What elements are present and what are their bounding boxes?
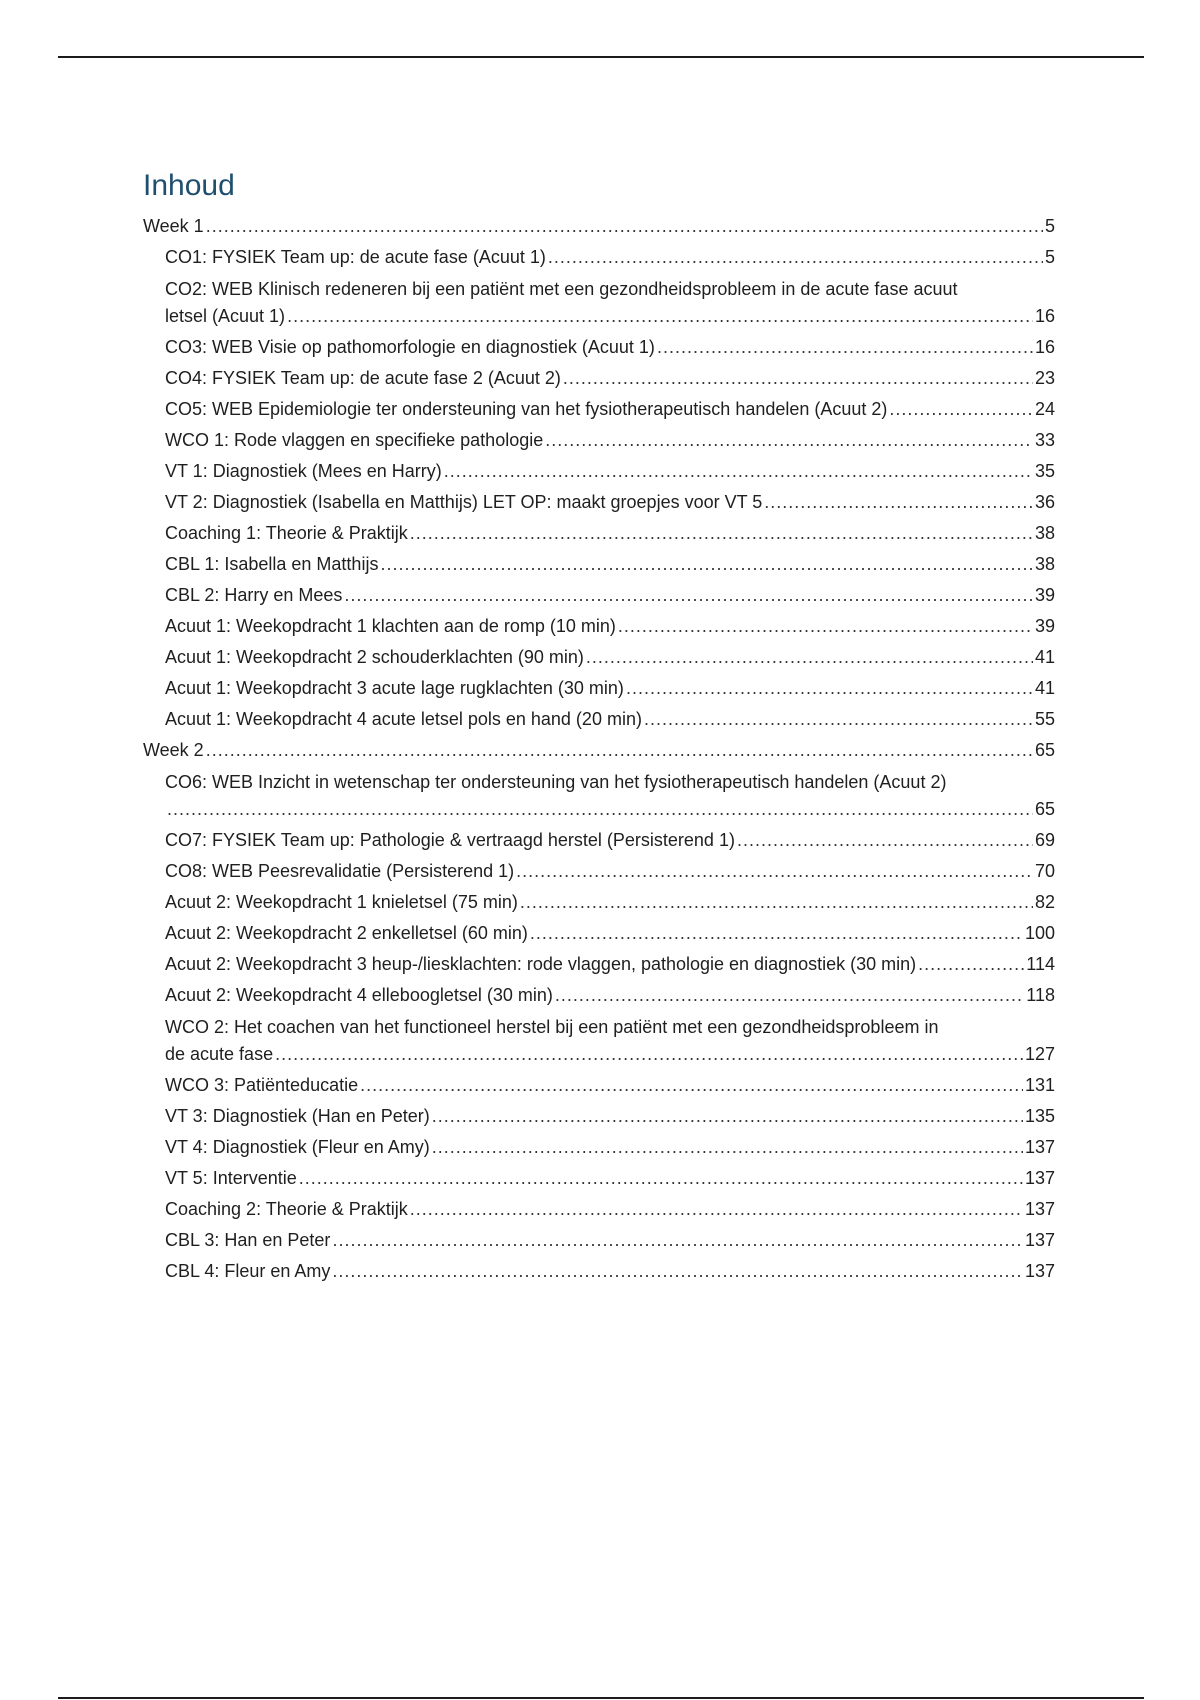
dot-leader [563, 365, 1033, 391]
dot-leader [889, 396, 1033, 422]
toc-page-number: 16 [1034, 306, 1055, 326]
dot-leader [410, 520, 1033, 546]
toc-entry-line2 [165, 1041, 1055, 1067]
toc-entry-text: Coaching 1: Theorie & Praktijk [165, 523, 408, 543]
week-2-entries [143, 768, 1055, 1284]
toc-entry[interactable] [143, 675, 1055, 701]
toc-entry[interactable] [143, 551, 1055, 577]
toc-page-number: 5 [1044, 247, 1055, 267]
toc-entry-text: VT 2: Diagnostiek (Isabella en Matthijs) LET OP: maakt groepjes voor VT 5 [165, 492, 763, 512]
toc-page-number: 127 [1024, 1044, 1055, 1064]
toc-entry-text: CO1: FYSIEK Team up: de acute fase (Acuut 1) [165, 247, 546, 267]
toc-page-number: 82 [1034, 892, 1055, 912]
toc-page-number: 55 [1034, 709, 1055, 729]
toc-entry[interactable] [143, 613, 1055, 639]
toc-entry-text: VT 3: Diagnostiek (Han en Peter) [165, 1106, 430, 1126]
toc-page-number: 41 [1034, 647, 1055, 667]
toc-page-number: 24 [1034, 399, 1055, 419]
dot-leader [206, 737, 1033, 763]
toc-page-number: 39 [1034, 616, 1055, 636]
toc-entry[interactable] [143, 951, 1055, 977]
week-1-entries [143, 244, 1055, 732]
dot-leader [764, 489, 1033, 515]
footer-rule [58, 1697, 1144, 1699]
toc-page-number: 137 [1024, 1137, 1055, 1157]
dot-leader [516, 858, 1033, 884]
toc-entry-text: CBL 3: Han en Peter [165, 1230, 331, 1250]
toc-entry[interactable] [143, 889, 1055, 915]
toc-entry-text: VT 4: Diagnostiek (Fleur en Amy) [165, 1137, 430, 1157]
toc-entry-text: VT 5: Interventie [165, 1168, 297, 1188]
toc-entry[interactable] [143, 858, 1055, 884]
toc-page-number: 137 [1024, 1230, 1055, 1250]
toc-entry[interactable] [143, 334, 1055, 360]
dot-leader [444, 458, 1033, 484]
dot-leader [657, 334, 1033, 360]
toc-entry-line2 [165, 796, 1055, 822]
toc-entry[interactable] [143, 489, 1055, 515]
toc-entry-text: CO5: WEB Epidemiologie ter ondersteuning van het fysiotherapeutisch handelen (Acuut 2) [165, 399, 888, 419]
dot-leader [918, 951, 1024, 977]
toc-entry-line2 [165, 303, 1055, 329]
toc-entry-text: de acute fase [165, 1044, 274, 1064]
toc-page-number: 65 [1034, 740, 1055, 760]
dot-leader [548, 244, 1043, 270]
toc-entry[interactable] [143, 1196, 1055, 1222]
toc-entry-text: Week 2 [143, 740, 204, 760]
dot-leader [299, 1165, 1023, 1191]
dot-leader [275, 1041, 1023, 1067]
toc-entry-text: Coaching 2: Theorie & Praktijk [165, 1199, 408, 1219]
dot-leader [545, 427, 1033, 453]
toc-entry[interactable] [143, 1258, 1055, 1284]
dot-leader [332, 1258, 1023, 1284]
dot-leader [206, 213, 1043, 239]
toc-page-number: 23 [1034, 368, 1055, 388]
toc-page-number: 137 [1024, 1199, 1055, 1219]
toc-page-number: 5 [1044, 216, 1055, 236]
header-rule [58, 56, 1144, 58]
toc-page-number: 38 [1034, 554, 1055, 574]
toc-entry-text: CO8: WEB Peesrevalidatie (Persisterend 1) [165, 861, 515, 881]
toc-entry[interactable] [143, 427, 1055, 453]
toc-entry[interactable] [143, 768, 1055, 822]
toc-entry[interactable] [143, 244, 1055, 270]
toc-page-number: 35 [1034, 461, 1055, 481]
toc-page-number: 131 [1024, 1075, 1055, 1095]
dot-leader [344, 582, 1033, 608]
toc-entry[interactable] [143, 827, 1055, 853]
toc-entry-text: Acuut 2: Weekopdracht 1 knieletsel (75 min) [165, 892, 518, 912]
toc-entry-text: CO4: FYSIEK Team up: de acute fase 2 (Acuut 2) [165, 368, 561, 388]
toc-entry-week-2[interactable] [143, 737, 1055, 763]
dot-leader [586, 644, 1033, 670]
toc-entry[interactable] [143, 1227, 1055, 1253]
toc-entry-text: VT 1: Diagnostiek (Mees en Harry) [165, 461, 442, 481]
toc-entry[interactable] [143, 1103, 1055, 1129]
toc-entry[interactable] [143, 920, 1055, 946]
toc-entry-text: CBL 2: Harry en Mees [165, 585, 343, 605]
toc-entry-text: CBL 1: Isabella en Matthijs [165, 554, 379, 574]
toc-entry-text: CO7: FYSIEK Team up: Pathologie & vertraagd herstel (Persisterend 1) [165, 830, 735, 850]
dot-leader [380, 551, 1033, 577]
toc-entry[interactable] [143, 520, 1055, 546]
toc-page-number: 38 [1034, 523, 1055, 543]
table-of-contents [143, 167, 1055, 1289]
toc-entry[interactable] [143, 644, 1055, 670]
dot-leader [530, 920, 1023, 946]
toc-entry[interactable] [143, 1072, 1055, 1098]
dot-leader [737, 827, 1033, 853]
toc-entry[interactable] [143, 982, 1055, 1008]
toc-title: Inhoud [143, 169, 235, 202]
dot-leader [332, 1227, 1023, 1253]
toc-entry-text: CO3: WEB Visie op pathomorfologie en diagnostiek (Acuut 1) [165, 337, 655, 357]
toc-entry[interactable] [143, 396, 1055, 422]
dot-leader [618, 613, 1033, 639]
toc-entry[interactable] [143, 365, 1055, 391]
toc-entry-text: letsel (Acuut 1) [165, 306, 286, 326]
toc-page-number: 137 [1024, 1261, 1055, 1281]
toc-entry-text: Acuut 1: Weekopdracht 4 acute letsel pols en hand (20 min) [165, 709, 642, 729]
dot-leader [432, 1134, 1023, 1160]
toc-page-number: 135 [1024, 1106, 1055, 1126]
toc-entry-text: WCO 3: Patiënteducatie [165, 1075, 359, 1095]
toc-entry-text: Acuut 2: Weekopdracht 4 elleboogletsel (30 min) [165, 985, 553, 1005]
dot-leader [287, 303, 1033, 329]
toc-page-number: 100 [1024, 923, 1055, 943]
toc-entry-text: Acuut 2: Weekopdracht 2 enkelletsel (60 min) [165, 923, 528, 943]
toc-page-number: 39 [1034, 585, 1055, 605]
toc-entry-text: Acuut 1: Weekopdracht 3 acute lage rugklachten (30 min) [165, 678, 624, 698]
toc-entry-text: Acuut 2: Weekopdracht 3 heup-/liesklachten: rode vlaggen, pathologie en diagnostiek (30 min) [165, 954, 917, 974]
toc-page-number: 69 [1034, 830, 1055, 850]
toc-page-number: 16 [1034, 337, 1055, 357]
toc-page-number: 137 [1024, 1168, 1055, 1188]
toc-entry[interactable] [143, 1013, 1055, 1067]
toc-page-number: 114 [1026, 954, 1055, 974]
toc-page-number: 36 [1034, 492, 1055, 512]
dot-leader [410, 1196, 1023, 1222]
toc-page-number: 41 [1034, 678, 1055, 698]
toc-entry-week-1[interactable] [143, 213, 1055, 239]
dot-leader [167, 796, 1033, 822]
dot-leader [360, 1072, 1023, 1098]
toc-page-number: 33 [1034, 430, 1055, 450]
toc-entry-text-line1: CO2: WEB Klinisch redeneren bij een patiënt met een gezondheidsprobleem in de acute fase acuut [165, 279, 958, 299]
toc-entry-text: Week 1 [143, 216, 204, 236]
toc-page-number: 118 [1026, 985, 1055, 1005]
toc-entry-text-line1: CO6: WEB Inzicht in wetenschap ter ondersteuning van het fysiotherapeutisch handelen (Acuut 2) [165, 772, 947, 792]
toc-entry-text: Acuut 1: Weekopdracht 1 klachten aan de romp (10 min) [165, 616, 616, 636]
toc-entry[interactable] [143, 458, 1055, 484]
toc-entry-text-line1: WCO 2: Het coachen van het functioneel herstel bij een patiënt met een gezondheidsprobleem in [165, 1017, 939, 1037]
dot-leader [520, 889, 1033, 915]
toc-entry[interactable] [143, 582, 1055, 608]
toc-entry-text: WCO 1: Rode vlaggen en specifieke pathologie [165, 430, 544, 450]
toc-entry[interactable] [143, 706, 1055, 732]
dot-leader [432, 1103, 1023, 1129]
dot-leader [555, 982, 1024, 1008]
dot-leader [644, 706, 1033, 732]
toc-entry-text: CBL 4: Fleur en Amy [165, 1261, 331, 1281]
toc-entry[interactable] [143, 1134, 1055, 1160]
toc-entry[interactable] [143, 275, 1055, 329]
toc-page-number: 70 [1034, 861, 1055, 881]
toc-entry-text: Acuut 1: Weekopdracht 2 schouderklachten (90 min) [165, 647, 584, 667]
dot-leader [626, 675, 1033, 701]
toc-page-number: 65 [1034, 799, 1055, 819]
toc-entry[interactable] [143, 1165, 1055, 1191]
